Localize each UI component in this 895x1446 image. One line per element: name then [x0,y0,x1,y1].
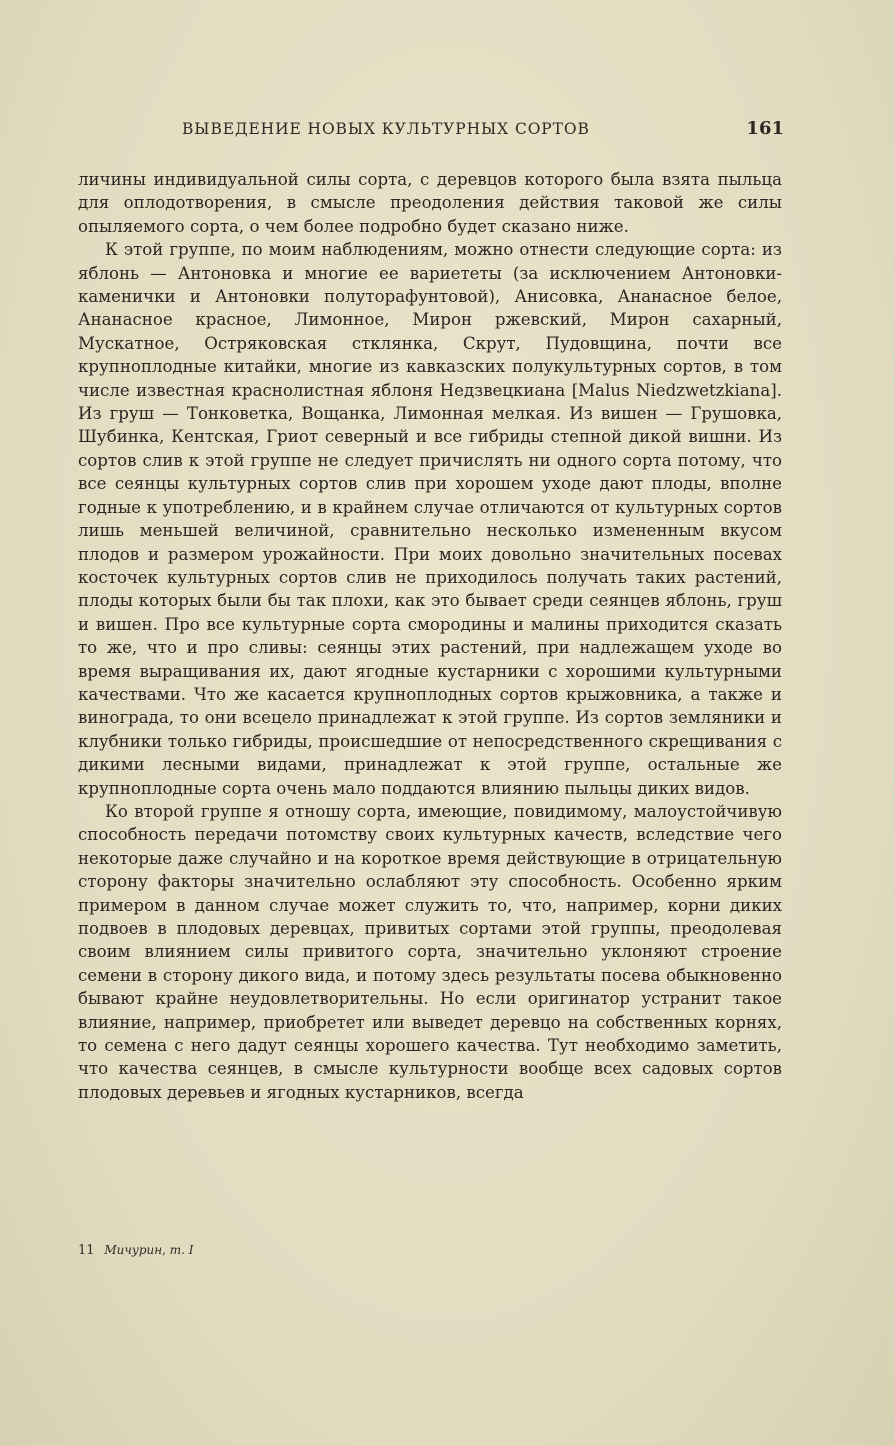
page-body [78,168,782,1104]
page-number: 161 [746,118,784,139]
paragraph-continuation: личины индивидуальной силы сорта, с деревцов которого была взята пыльца для оплодотворения, в смысле преодоления действия таковой же силы опыляемого сорта, о чем более подробно будет сказано ниже. [78,170,782,236]
page-footer [78,1243,194,1258]
running-title: ВЫВЕДЕНИЕ НОВЫХ КУЛЬТУРНЫХ СОРТОВ [182,120,590,138]
source-note: Мичурин, т. I [104,1243,194,1257]
paragraph-second-group: Ко второй группе я отношу сорта, имеющие, повидимому, малоустойчивую способность передачи потомству своих культурных качеств, вследствие чего некоторые даже случайно и на короткое время действующие в отрицательную сторону факторы значительно ослабляют эту способность. Особенно ярким примером в данном случае может служить то, что, например, корни диких подвоев в плодовых деревцах, привитых сортами этой группы, преодолевая своим влиянием силы привитого сорта, значительно уклоняют строение семени в сторону дикого вида, и потому здесь результаты посева обыкновенно бывают крайне неудовлетворительны. Но если оригинатор устранит такое влияние, например, приобретет или выведет деревцо на собственных корнях, то семена с него дадут сеянцы хорошего качества. Тут необходимо заметить, что качества сеянцев, в смысле культурности вообще всех садовых сортов плодовых деревьев и ягодных кустарников, всегда [78,801,782,1102]
signature-mark: 11 [78,1243,95,1258]
paragraph-first-group: К этой группе, по моим наблюдениям, можно отнести следующие сорта: из яблонь — Антоновка и многие ее вариететы (за исключением Антоновки-каменички и Антоновки полуторафунтовой), Анисовка, Ананасное белое, Ананасное красное, Лимонное, Мирон ржевский, Мирон сахарный, Мускатное, Остряковская стклянка, Скрут, Пудовщина, почти все крупноплодные китайки, многие из кавказских полукультурных сортов, в том числе известная краснолистная яблоня Недзвецкиана [Malus Niedzwetzkiana]. Из груш — Тонковетка, Вощанка, Лимонная мелкая. Из вишен — Грушовка, Шубинка, Кентская, Гриот северный и все гибриды степной дикой вишни. Из сортов слив к этой группе не следует причислять ни одного сорта потому, что все сеянцы культурных сортов слив при хорошем уходе дают плоды, вполне годные к употреблению, и в крайнем случае отличаются от культурных сортов лишь меньшей величиной, сравнительно несколько измененным вкусом плодов и размером урожайности. При моих довольно значительных посевах косточек культурных сортов слив не приходилось получать таких растений, плоды которых были бы так плохи, как это бывает среди сеянцев яблонь, груш и вишен. Про все культурные сорта смородины и малины приходится сказать то же, что и про сливы: сеянцы этих растений, при надлежащем уходе во время выращивания их, дают ягодные кустарники с хорошими культурными качествами. Что же касается крупноплодных сортов крыжовника, а также и винограда, то они всецело принадлежат к этой группе. Из сортов земляники и клубники только гибриды, происшедшие от непосредственного скрещивания с дикими лесными видами, принадлежат к этой группе, остальные же крупноплодные сорта очень мало поддаются влиянию пыльцы диких видов. [78,240,782,798]
page-header [78,118,784,144]
